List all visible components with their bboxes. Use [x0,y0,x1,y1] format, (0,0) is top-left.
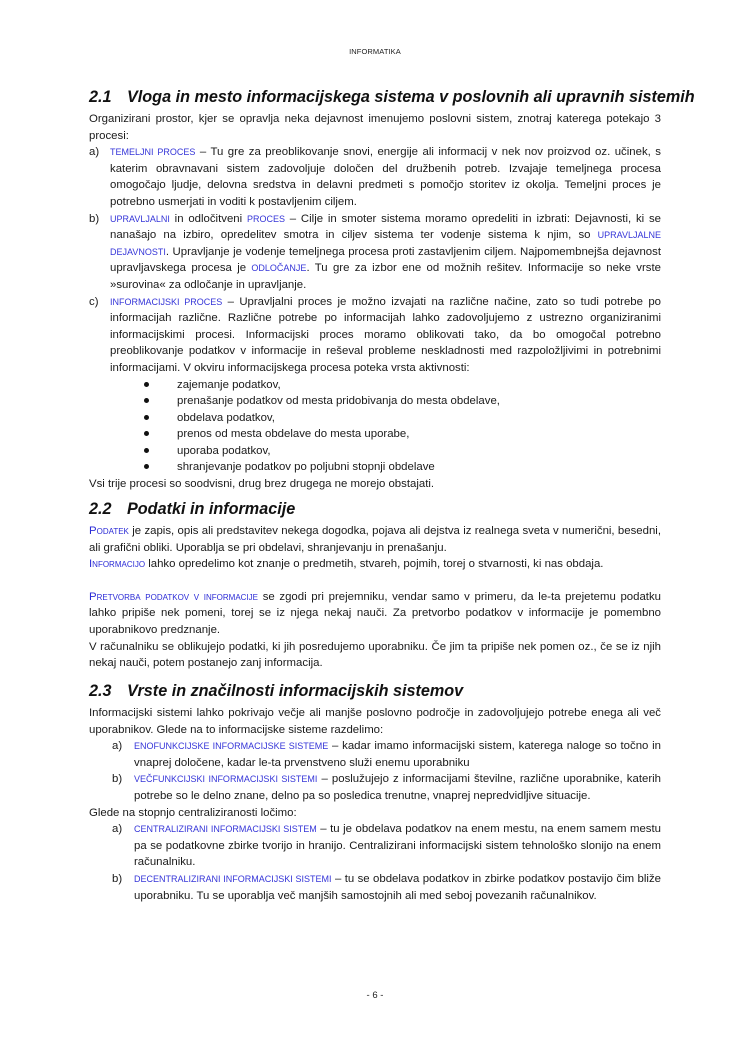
bullet-text: zajemanje podatkov, [177,378,281,391]
section-2-2 [89,500,661,672]
bullet-icon [144,464,149,469]
bullet-list [89,377,661,477]
bullet-item [89,443,661,460]
list-item [89,738,661,771]
bullet-item [89,410,661,427]
section-2-3 [89,682,661,904]
list-text: – tu je obdelava podatkov na enem mestu, na enem samem mestu pa se podatkovne zbirke tvorijo in hranijo. Centralizirani informacijski sistem tehnološko slonijo na enem računalniku. [134,823,661,869]
bullet-text: prenašanje podatkov od mesta pridobivanja do mesta obdelave, [177,395,500,408]
list-item [89,821,661,871]
term-highlight: TEMELJNI PROCES [110,147,196,158]
bullet-icon [144,431,149,436]
list-item [89,871,661,904]
list-label: a) [112,740,123,753]
section-2-1 [89,88,695,493]
section-number: 2.2 [89,500,112,518]
bullet-item [89,459,661,476]
term-highlight: ENOFUNKCIJSKE INFORMACIJSKE SISTEME [134,741,329,752]
term-highlight: Pretvorba podatkov v informacije [89,590,259,603]
term-highlight: UPRAVLJALNI [110,213,170,224]
list-text: . Upravljanje je vodenje temeljnega procesa proti zastavljenim ciljem. Najpomembnejša dejavnost upravljavskega procesa je [110,245,661,275]
paragraph: Informacijski sistemi lahko pokrivajo večje ali manjše poslovno področje in zadovoljujejo potrebe enega ali več uporabnikov. Glede na to informacijske sisteme razdelimo: [89,707,661,736]
bullet-item [89,426,661,443]
bullet-icon [144,382,149,387]
list-text: – Upravljalni proces je možno izvajati na različne načine, zato so tudi potrebe po informacijah različne. Različne potrebe po informacijah lahko zadovoljujemo z ustrezno organiziranimi informacijskimi procesi. Informacijski proces moramo oblikovati tako, da bo omogočal potrebno preoblikovanje podatkov v informacije in reševal probleme neskladnosti med razpoložljivimi in potrebnimi informacijami. V okviru informacijskega procesa poteka vrsta aktivnosti: [110,295,661,374]
page-number: - 6 - [366,990,384,1001]
paragraph: V računalniku se oblikujejo podatki, ki jih posredujemo uporabniku. Če jim ta pripiše nek pomen oz., če se iz njih nekaj nauči, potem postanejo zanj informacija. [89,640,661,670]
list-text: – tu se obdelava podatkov in zbirke podatkov postavijo čim bliže uporabniku. Tu se uporablja več manjših samostojnih ali med seboj povezanih računalnikov. [134,872,661,902]
list-text: – Cilje in smoter sistema moramo opredeliti in izbrati: Dejavnosti, ki se nanašajo na izbiro, opredelitev smotra in ciljev sistema ter vodenje sistema k njim, so [110,212,661,242]
bullet-text: prenos od mesta obdelave do mesta uporabe, [177,428,410,441]
list-item [89,211,661,294]
list-text: . Tu gre za izbor ene od možnih rešitev. Informacije so neke vrste »surovina« za odločanje in upravljanje. [110,262,661,291]
bullet-text: obdelava podatkov, [177,411,275,424]
term-highlight: UPRAVLJALNE DEJAVNOSTI [110,230,661,257]
paragraph-text: se zgodi pri prejemniku, vendar samo v primeru, da le-ta prejetemu podatku lahko pripiše nek pomeni, torej se iz njega nekaj nauči. Za pretvorbo podatkov v informacije je pomembno uporabnikovo predznanje. [89,590,661,636]
list-text: – poslužujejo z informacijami številne, različne uporabnike, katerih potrebe so le delno znane, delno pa so posledica trenutne, vnaprej nepredvidljive situacije. [134,773,662,802]
list-item [89,771,661,804]
list-text: – kadar imamo informacijski sistem, katerega naloge so točno in vnaprej določene, kadar le-ta prvenstveno služi enemu uporabniku [134,740,661,769]
term-highlight: Podatek [89,525,129,537]
list-label: b) [89,212,100,225]
paragraph [89,523,661,556]
section-heading [89,88,695,107]
section-heading [89,682,661,701]
bullet-item [89,377,661,394]
running-header: INFORMATIKA [349,47,401,56]
section-title: Vrste in značilnosti informacijskih sistemov [127,682,464,700]
list-label: b) [112,872,123,885]
term-highlight: VEČFUNKCIJSKI INFORMACIJSKI SISTEMI [134,774,318,785]
bullet-icon [144,448,149,453]
paragraph: Organizirani prostor, kjer se opravlja neka dejavnost imenujemo poslovni sistem, znotraj katerega potekajo 3 procesi: [89,113,661,142]
section-number: 2.1 [89,88,112,106]
paragraph: Vsi trije procesi so soodvisni, drug brez drugega ne morejo obstajati. [89,478,435,491]
section-number: 2.3 [89,682,112,700]
bullet-text: shranjevanje podatkov po poljubni stopnji obdelave [177,461,435,474]
section-title: Vloga in mesto informacijskega sistema v poslovnih ali upravnih sistemih [127,88,695,106]
term-highlight: DECENTRALIZIRANI INFORMACIJSKI SISTEMI [134,873,332,884]
paragraph [89,589,661,639]
term-highlight: CENTRALIZIRANI INFORMACIJSKI SISTEM [134,824,317,835]
list-text: – Tu gre za preoblikovanje snovi, energije ali informacij v nek nov proizvod oz. učinek, s katerim obravnavani sistem zadovoljuje določen del družbenih potreb. Izvajaje temeljnega procesa omogočajo ljudje, delovna sredstva in delavni predmeti s pomočjo storitev iz okolja. Temeljni proces je potrebno usmerjati in voditi k postavljenim ciljem. [110,146,661,208]
list-text: in odločitveni [169,212,247,225]
list-item [89,294,661,377]
paragraph-text: lahko opredelimo kot znanje o predmetih, stvareh, pojmih, torej o stvarnosti, ki nas obdaja. [145,558,604,571]
term-highlight: ODLOČANJE [251,263,307,274]
term-highlight: INFORMACIJSKI PROCES [110,296,223,307]
list-label: a) [89,146,100,159]
bullet-icon [144,415,149,420]
term-highlight: Informacijo [89,558,146,571]
list-item [89,144,661,210]
paragraph: Glede na stopnjo centraliziranosti ločimo: [89,806,297,819]
bullet-item [89,393,661,410]
paragraph-text: je zapis, opis ali predstavitev nekega dogodka, pojava ali dejstva iz realnega sveta v numerični, besedni, ali grafični obliki. Uporablja se pri obdelavi, shranjevanju in prenašanju. [89,525,661,554]
section-title: Podatki in informacije [127,500,296,518]
list-label: c) [89,295,99,308]
term-highlight: PROCES [246,213,285,224]
bullet-text: uporaba podatkov, [177,444,271,457]
list-label: b) [112,773,123,786]
section-heading [89,500,661,519]
bullet-icon [144,398,149,403]
paragraph [89,556,661,573]
list-label: a) [112,823,123,836]
